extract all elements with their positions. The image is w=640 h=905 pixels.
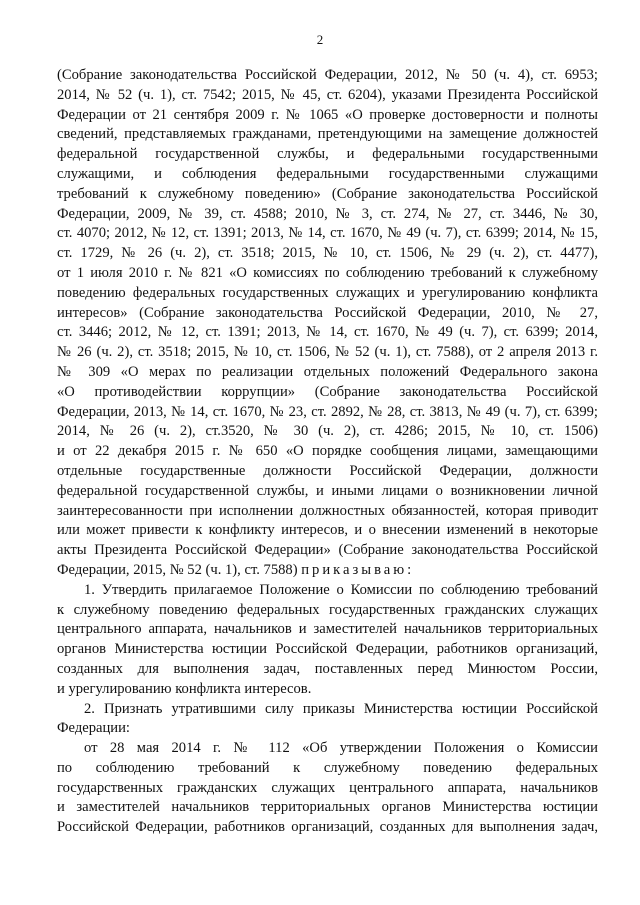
line-text: 2. Признать утратившими силу приказы Министерства юстиции Российской <box>84 700 598 717</box>
line-text: (Собрание законодательства Российской Федерации, 2012, № 50 (ч. 4), ст. 6953; <box>57 67 598 83</box>
line-text: ст. 1729, № 26 (ч. 2), ст. 3518; 2015, № 10, ст. 1506, № 29 (ч. 2), ст. 4477), <box>57 245 598 262</box>
line-text: Федерации: <box>57 720 130 737</box>
text-line <box>57 640 598 660</box>
line-text: федеральной государственной службы, и федеральными государственными <box>57 146 598 163</box>
text-line <box>57 601 598 621</box>
line-text: интересов» (Собрание законодательства Российской Федерации, 2010, № 27, <box>57 304 598 321</box>
line-text: 2014, № 26 (ч. 2), ст.3520, № 30 (ч. 2), ст. 4286; 2015, № 10, ст. 1506) <box>57 423 598 440</box>
text-line <box>57 482 598 502</box>
line-text: и от 22 декабря 2015 г. № 650 «О порядке сообщения лицами, замещающими <box>57 443 598 460</box>
line-text: № 309 «О мерах по реализации отдельных положений Федерального закона <box>57 363 598 380</box>
text-line <box>57 561 598 581</box>
text-line <box>57 363 598 383</box>
text-line <box>57 304 598 324</box>
line-text: органов Министерства юстиции Российской Федерации, работников организаций, <box>57 641 598 658</box>
text-line <box>57 798 598 818</box>
line-text: отдельные государственные должности Российской Федерации, должности <box>57 462 598 479</box>
text-line <box>57 660 598 680</box>
text-line <box>57 86 598 106</box>
text-line <box>57 719 598 739</box>
line-text: требований к служебному поведению» (Собрание законодательства Российской <box>57 185 598 202</box>
line-text: от 28 мая 2014 г. № 112 «Об утверждении Положения о Комиссии <box>84 740 598 757</box>
text-line <box>57 620 598 640</box>
line-text: Российской Федерации, работников организаций, созданных для выполнения задач, <box>57 819 598 836</box>
text-line <box>57 700 598 720</box>
line-text: и заместителей начальников территориальных органов Министерства юстиции <box>57 799 598 816</box>
line-text: созданных для выполнения задач, поставленных перед Минюстом России, <box>57 660 598 677</box>
line-text: Федерации, 2015, № 52 (ч. 1), ст. 7588) <box>57 561 298 578</box>
text-line <box>57 521 598 541</box>
order-keyword: приказываю: <box>301 561 415 578</box>
line-text: ст. 4070; 2012, № 12, ст. 1391; 2013, № 14, ст. 1670, № 49 (ч. 7), ст. 6399; 2014, № 15, <box>57 225 598 242</box>
text-line <box>57 145 598 165</box>
text-line <box>57 383 598 403</box>
line-text: поведению федеральных государственных служащих и урегулированию конфликта <box>57 284 598 301</box>
line-text: федеральной государственной службы, и иными лицами о возникновении личной <box>57 482 598 499</box>
text-line <box>57 106 598 126</box>
line-text: государственных гражданских служащих центрального аппарата, начальников <box>57 779 598 796</box>
text-line <box>57 125 598 145</box>
text-line <box>57 403 598 423</box>
line-text: по соблюдению требований к служебному поведению федеральных <box>57 759 598 776</box>
line-text: Федерации, 2013, № 14, ст. 1670, № 23, ст. 2892, № 28, ст. 3813, № 49 (ч. 7), ст. 6399; <box>57 403 598 420</box>
line-text: или может привести к конфликту интересов, и о внесении изменений в некоторые <box>57 522 598 539</box>
line-text: акты Президента Российской Федерации» (Собрание законодательства Российской <box>57 542 598 559</box>
text-line <box>57 581 598 601</box>
text-line <box>57 680 598 700</box>
text-line <box>57 66 598 86</box>
line-text: и урегулированию конфликта интересов. <box>57 680 312 697</box>
text-line <box>57 205 598 225</box>
line-text: 2014, № 52 (ч. 1), ст. 7542; 2015, № 45, ст. 6204), указами Президента Российской <box>57 86 598 103</box>
text-line <box>57 244 598 264</box>
line-text: центрального аппарата, начальников и заместителей начальников территориальных <box>57 621 598 638</box>
text-line <box>57 284 598 304</box>
text-line <box>57 739 598 759</box>
text-line <box>57 323 598 343</box>
line-text: Федерации, 2009, № 39, ст. 4588; 2010, № 3, ст. 274, № 27, ст. 3446, № 30, <box>57 205 598 222</box>
text-line <box>57 185 598 205</box>
line-text: ст. 3446; 2012, № 12, ст. 1391; 2013, № 14, ст. 1670, № 49 (ч. 7), ст. 6399; 2014, <box>57 324 598 341</box>
text-line <box>57 264 598 284</box>
text-line <box>57 422 598 442</box>
text-line <box>57 343 598 363</box>
text-line <box>57 502 598 522</box>
text-line <box>57 442 598 462</box>
text-line <box>57 165 598 185</box>
text-line <box>57 541 598 561</box>
text-line <box>57 224 598 244</box>
line-text: к служебному поведению федеральных государственных гражданских служащих <box>57 601 598 618</box>
line-text: № 26 (ч. 2), ст. 3518; 2015, № 10, ст. 1506, № 52 (ч. 1), ст. 7588), от 2 апреля 2013 г. <box>57 344 598 361</box>
line-text: сведений, представляемых гражданами, претендующими на замещение должностей <box>57 126 598 143</box>
line-text: от 1 июля 2010 г. № 821 «О комиссиях по соблюдению требований к служебному <box>57 264 598 281</box>
text-line <box>57 759 598 779</box>
line-text: служащими, и соблюдения федеральными государственными служащими <box>57 165 598 182</box>
page-number: 2 <box>316 32 324 47</box>
document-body <box>57 66 598 838</box>
line-text: Федерации от 21 сентября 2009 г. № 1065 «О проверке достоверности и полноты <box>57 106 598 123</box>
line-text: 1. Утвердить прилагаемое Положение о Комиссии по соблюдению требований <box>84 581 598 598</box>
line-text: «О противодействии коррупции» (Собрание законодательства Российской <box>57 383 598 400</box>
text-line <box>57 818 598 838</box>
text-line <box>57 779 598 799</box>
line-text: заинтересованности при исполнении должностных обязанностей, которая приводит <box>57 502 598 519</box>
text-line <box>57 462 598 482</box>
